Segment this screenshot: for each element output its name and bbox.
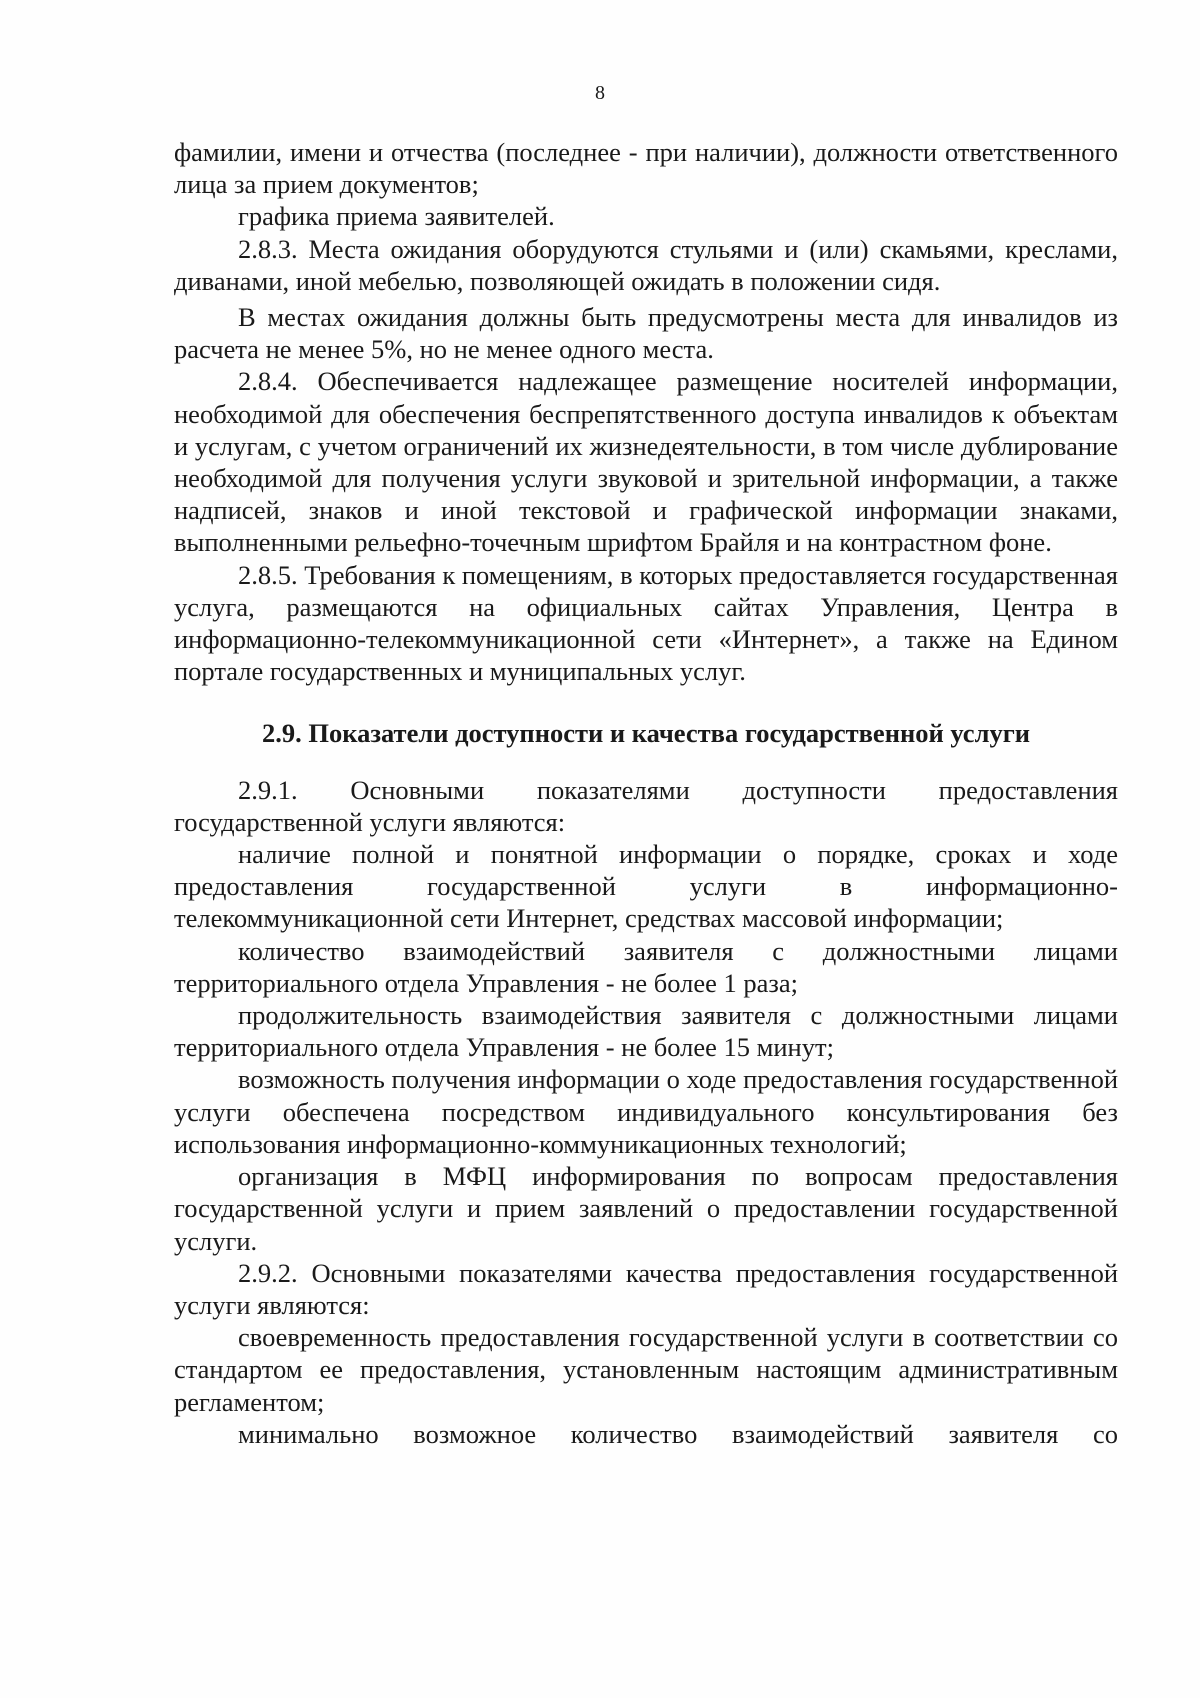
list-item: наличие полной и понятной информации о порядке, сроках и ходе предоставления государственной услуги в информационно-телекоммуникационной сети Интернет, средствах массовой информации; [174, 839, 1118, 934]
paragraph-2-9-1: 2.9.1. Основными показателями доступности предоставления государственной услуги являются: [174, 774, 1118, 837]
paragraph-2-8-4: 2.8.4. Обеспечивается надлежащее размещение носителей информации, необходимой для обеспечения беспрепятственного доступа инвалидов к объектам и услугам, с учетом ограничений их жизнедеятельности, в том числе дублирование необходимой для получения услуги звуковой и зрительной информации, а также надписей, знаков и иной текстовой и графической информации знаками, выполненными рельефно-точечным шрифтом Брайля и на контрастном фоне. [174, 366, 1118, 558]
list-item: возможность получения информации о ходе предоставления государственной услуги обеспечена посредством индивидуального консультирования без использования информационно-коммуникационных технологий; [174, 1064, 1118, 1159]
paragraph: графика приема заявителей. [238, 201, 555, 232]
page-number: 8 [595, 82, 605, 104]
list-item: своевременность предоставления государственной услуги в соответствии со стандартом ее предоставления, установленным настоящим административным регламентом; [174, 1322, 1118, 1417]
section-heading-2-9: 2.9. Показатели доступности и качества государственной услуги [261, 718, 1030, 749]
paragraph-continuation: фамилии, имени и отчества (последнее - при наличии), должности ответственного лица за прием документов; [174, 137, 1118, 200]
paragraph-2-9-2: 2.9.2. Основными показателями качества предоставления государственной услуги являются: [174, 1257, 1118, 1320]
list-item: количество взаимодействий заявителя с должностными лицами территориального отдела Управления - не более 1 раза; [174, 935, 1118, 998]
paragraph: В местах ожидания должны быть предусмотрены места для инвалидов из расчета не менее 5%, но не менее одного места. [174, 302, 1118, 365]
list-item: организация в МФЦ информирования по вопросам предоставления государственной услуги и прием заявлений о предоставлении государственной услуги. [174, 1161, 1118, 1256]
list-item: минимально возможное количество взаимодействий заявителя со [238, 1418, 1118, 1449]
paragraph-2-8-5: 2.8.5. Требования к помещениям, в которых предоставляется государственная услуга, размещаются на официальных сайтах Управления, Центра в информационно-телекоммуникационной сети «Интернет», а также на Едином портале государственных и муниципальных услуг. [174, 559, 1118, 687]
document-body [174, 136, 1118, 1450]
paragraph-2-8-3: 2.8.3. Места ожидания оборудуются стульями и (или) скамьями, креслами, диванами, иной мебелью, позволяющей ожидать в положении сидя. [174, 233, 1118, 296]
list-item: продолжительность взаимодействия заявителя с должностными лицами территориального отдела Управления - не более 15 минут; [174, 1000, 1118, 1063]
